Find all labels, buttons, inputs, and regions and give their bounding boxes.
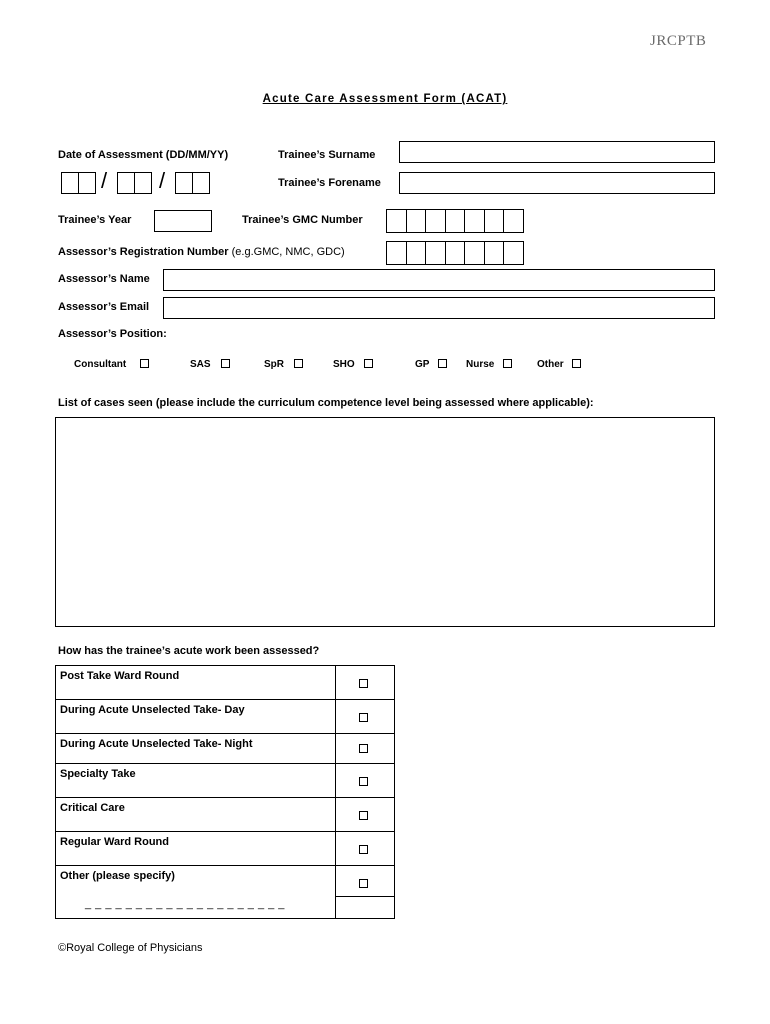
- position-consultant-label: Consultant: [74, 359, 127, 370]
- position-nurse-label: Nurse: [466, 359, 495, 370]
- date-year-field[interactable]: [175, 172, 210, 194]
- assessor-email-field[interactable]: [163, 297, 715, 319]
- trainee-year-field[interactable]: [154, 210, 212, 232]
- table-row: [56, 700, 395, 734]
- assessment-option-label: Regular Ward Round: [56, 832, 336, 866]
- date-day-field[interactable]: [61, 172, 96, 194]
- position-sho-label: SHO: [333, 359, 355, 370]
- date-of-assessment-label: Date of Assessment (DD/MM/YY): [58, 149, 229, 161]
- assessor-registration-label-text: Assessor’s Registration Number: [58, 246, 229, 258]
- date-separator: /: [159, 168, 166, 193]
- position-spr-checkbox[interactable]: [294, 359, 303, 368]
- assessor-email-label: Assessor’s Email: [58, 301, 150, 313]
- table-row: [56, 734, 395, 764]
- assessment-option-label: During Acute Unselected Take- Day: [56, 700, 336, 734]
- assessment-question: How has the trainee’s acute work been assessed?: [58, 645, 320, 657]
- copyright-footer: ©Royal College of Physicians: [58, 942, 203, 954]
- trainee-gmc-label: Trainee’s GMC Number: [242, 214, 363, 226]
- position-nurse-checkbox[interactable]: [503, 359, 512, 368]
- checkbox-cell: [336, 734, 395, 764]
- critical-care-checkbox[interactable]: [359, 811, 368, 820]
- table-row: [56, 866, 395, 919]
- table-row: [56, 832, 395, 866]
- assessment-option-label: Other (please specify): [60, 870, 175, 882]
- trainee-forename-field[interactable]: [399, 172, 715, 194]
- assessor-name-label: Assessor’s Name: [58, 273, 150, 285]
- checkbox-cell: [336, 666, 395, 700]
- specialty-take-checkbox[interactable]: [359, 777, 368, 786]
- position-gp-label: GP: [415, 359, 430, 370]
- assessment-method-table: [55, 665, 395, 919]
- position-sho-checkbox[interactable]: [364, 359, 373, 368]
- table-row: [56, 798, 395, 832]
- assessment-option-label: Post Take Ward Round: [56, 666, 336, 700]
- cases-seen-label: List of cases seen (please include the curriculum competence level being assessed where applicable):: [58, 397, 594, 409]
- trainee-year-label: Trainee’s Year: [58, 214, 132, 226]
- checkbox-cell: [336, 798, 395, 832]
- checkbox-cell: [336, 764, 395, 798]
- regular-ward-round-checkbox[interactable]: [359, 845, 368, 854]
- checkbox-cell: [336, 832, 395, 866]
- checkbox-cell: [336, 700, 395, 734]
- table-row: [56, 764, 395, 798]
- assessment-option-label: Specialty Take: [56, 764, 336, 798]
- assessor-registration-field[interactable]: [386, 241, 524, 265]
- post-take-ward-round-checkbox[interactable]: [359, 679, 368, 688]
- position-other-label: Other: [537, 359, 564, 370]
- form-title: Acute Care Assessment Form (ACAT): [262, 93, 508, 105]
- assessor-position-label: Assessor’s Position:: [58, 328, 167, 340]
- acute-take-night-checkbox[interactable]: [359, 744, 368, 753]
- date-separator: /: [101, 168, 108, 193]
- cell-divider: [336, 896, 394, 897]
- assessment-option-label: During Acute Unselected Take- Night: [56, 734, 336, 764]
- trainee-surname-label: Trainee’s Surname: [278, 149, 376, 161]
- assessor-registration-hint: (e.g.GMC, NMC, GDC): [231, 246, 345, 258]
- assessment-option-other: [56, 866, 336, 919]
- assessor-name-field[interactable]: [163, 269, 715, 291]
- assessment-option-label: Critical Care: [56, 798, 336, 832]
- specify-line[interactable]: _ _ _ _ _ _ _ _ _ _ _ _ _ _ _ _ _ _ _ _: [85, 898, 285, 910]
- cases-seen-textarea[interactable]: [55, 417, 715, 627]
- trainee-gmc-field[interactable]: [386, 209, 524, 233]
- table-row: [56, 666, 395, 700]
- assessor-registration-label: [58, 246, 345, 258]
- trainee-forename-label: Trainee’s Forename: [278, 177, 381, 189]
- position-spr-label: SpR: [264, 359, 284, 370]
- position-other-checkbox[interactable]: [572, 359, 581, 368]
- position-sas-label: SAS: [190, 359, 211, 370]
- checkbox-cell: [336, 866, 395, 919]
- position-consultant-checkbox[interactable]: [140, 359, 149, 368]
- date-month-field[interactable]: [117, 172, 152, 194]
- trainee-surname-field[interactable]: [399, 141, 715, 163]
- other-specify-checkbox[interactable]: [359, 879, 368, 888]
- jrcptb-logo: JRCPTB: [650, 33, 707, 49]
- acute-take-day-checkbox[interactable]: [359, 713, 368, 722]
- position-gp-checkbox[interactable]: [438, 359, 447, 368]
- position-sas-checkbox[interactable]: [221, 359, 230, 368]
